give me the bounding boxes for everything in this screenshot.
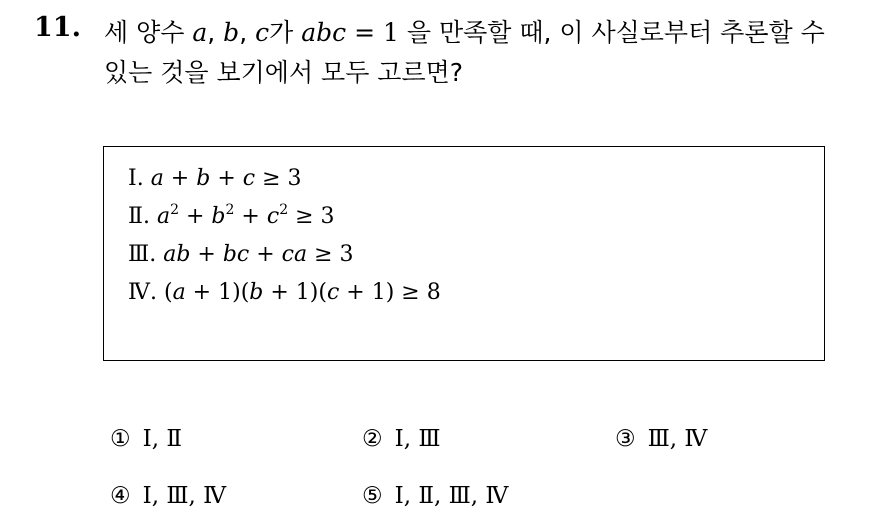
math-variable: c — [242, 166, 256, 191]
math-operator: + 1) ≥ 8 — [339, 280, 441, 305]
separator: , — [207, 18, 224, 47]
question-line-2: 있는 것을 보기에서 모두 고르면? — [104, 58, 464, 87]
choice-text: Ⅲ, Ⅳ — [647, 426, 708, 452]
statement-expression — [151, 166, 302, 191]
math-variable: bc — [222, 242, 250, 267]
math-variable: b — [196, 166, 211, 191]
math-operator: ≥ 3 — [255, 166, 302, 191]
choice-text: Ⅰ, Ⅱ, Ⅲ, Ⅳ — [394, 483, 509, 509]
statement-label: Ⅲ. — [128, 242, 164, 267]
statement-expression — [163, 242, 353, 267]
separator: , — [239, 18, 256, 47]
choice-text: Ⅰ, Ⅱ — [142, 426, 182, 452]
choice-1[interactable] — [110, 424, 182, 454]
question-number: 11. — [34, 12, 81, 43]
math-operator: + — [163, 166, 197, 191]
statement-label: Ⅳ. — [128, 280, 164, 305]
math-variable: b — [211, 204, 226, 229]
math-operator: + — [210, 166, 243, 191]
math-variable: a — [150, 166, 164, 191]
question-suffix: 을 만족할 때, 이 사실로부터 추론할 수 — [406, 18, 825, 47]
math-operator: ≥ 3 — [288, 204, 335, 229]
product-expression: abc = 1 — [301, 18, 407, 47]
statement-1 — [128, 164, 302, 194]
choice-number: ③ — [615, 426, 636, 452]
math-operator: + — [190, 242, 223, 267]
statement-label: Ⅰ. — [128, 166, 151, 191]
math-operator: ( — [163, 280, 173, 305]
statement-3 — [128, 240, 354, 270]
math-operator: + — [249, 242, 282, 267]
math-operator: + — [179, 204, 212, 229]
math-exponent: 2 — [279, 202, 289, 218]
math-variable: c — [266, 204, 280, 229]
choice-2[interactable] — [362, 424, 441, 454]
variable-a: a — [192, 18, 208, 47]
math-operator: + 1)( — [263, 280, 327, 305]
choice-text: Ⅰ, Ⅲ, Ⅳ — [142, 483, 227, 509]
math-variable: ca — [281, 242, 308, 267]
choice-3[interactable] — [615, 424, 707, 454]
choice-number: ① — [110, 426, 131, 452]
math-operator: ≥ 3 — [307, 242, 354, 267]
choice-number: ④ — [110, 483, 131, 509]
question-text — [104, 13, 874, 93]
math-variable: b — [249, 280, 264, 305]
statement-2 — [128, 202, 335, 232]
statement-label: Ⅱ. — [128, 204, 157, 229]
math-variable: ab — [163, 242, 191, 267]
math-variable: c — [326, 280, 340, 305]
math-operator: + 1)( — [185, 280, 250, 305]
math-exponent: 2 — [225, 202, 235, 218]
variable-b: b — [223, 18, 240, 47]
statement-expression — [157, 204, 335, 229]
choice-text: Ⅰ, Ⅲ — [394, 426, 441, 452]
math-operator: + — [234, 204, 267, 229]
choice-5[interactable] — [362, 481, 508, 511]
statement-expression — [164, 280, 441, 305]
statement-4 — [128, 278, 441, 308]
question-prefix: 세 양수 — [104, 18, 193, 47]
math-variable: a — [156, 204, 171, 229]
question-mid: 가 — [269, 18, 302, 47]
statements-box — [103, 146, 825, 361]
math-variable: a — [172, 280, 186, 305]
choice-number: ② — [362, 426, 383, 452]
choice-4[interactable] — [110, 481, 226, 511]
math-exponent: 2 — [170, 202, 179, 218]
question-line-1 — [104, 13, 874, 53]
choice-number: ⑤ — [362, 483, 383, 509]
variable-c: c — [255, 18, 270, 47]
